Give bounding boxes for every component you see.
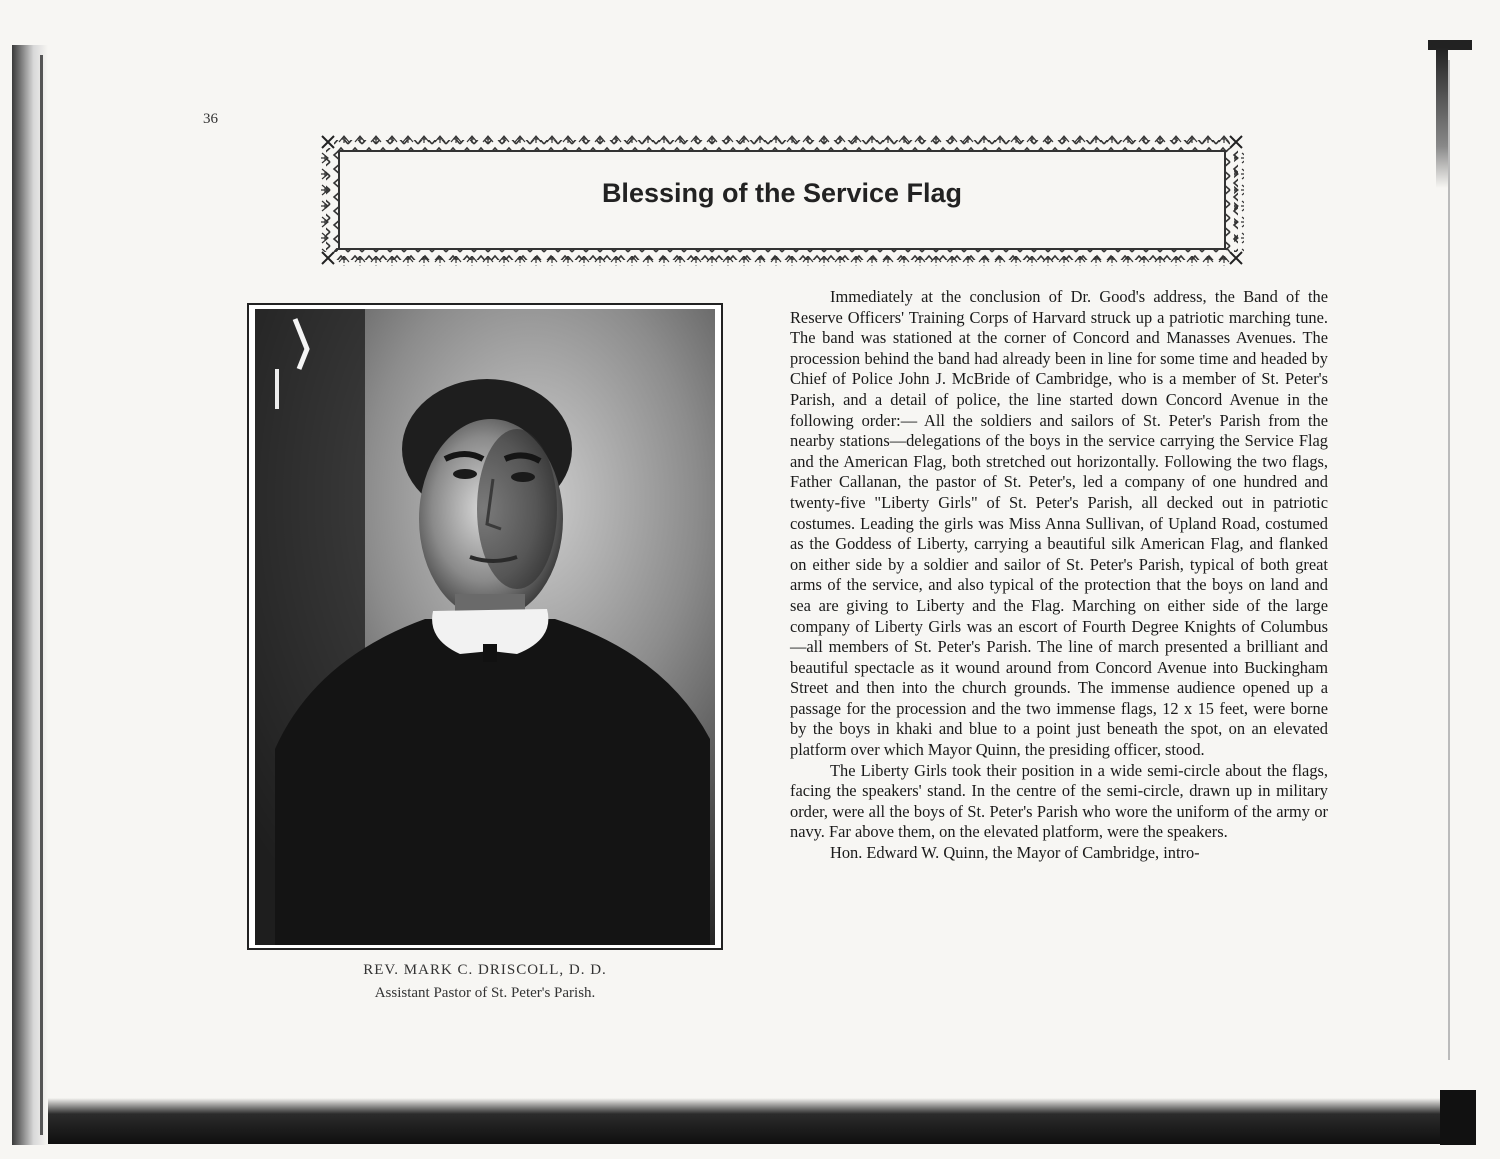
portrait-photo	[255, 309, 715, 945]
article-paragraph: The Liberty Girls took their position in a wide semi-circle about the flags, facing the speakers' stand. In the centre of the semi-circle, drawn up in military order, were all the boys of St. Peter's Parish who wore the uniform of the army or navy. Far above them, on the elevated platform, were the speakers.	[790, 760, 1328, 842]
scan-edge-bottom	[48, 1098, 1476, 1144]
scan-binding-line-left	[40, 55, 43, 1135]
scan-edge-right-stem	[1436, 48, 1448, 188]
scan-edge-bottom-corner	[1440, 1090, 1476, 1145]
photo-caption-role: Assistant Pastor of St. Peter's Parish.	[374, 985, 596, 1001]
portrait-frame	[247, 303, 723, 950]
scan-edge-right-line	[1448, 60, 1450, 1060]
page-title: Blessing of the Service Flag	[601, 178, 963, 208]
scan-edge-right-top	[1428, 40, 1472, 50]
article-body	[790, 287, 1328, 864]
article-paragraph: Hon. Edward W. Quinn, the Mayor of Cambridge, intro-	[830, 843, 1200, 863]
title-banner	[320, 134, 1244, 266]
photo-caption-name: REV. MARK C. DRISCOLL, D. D.	[363, 962, 607, 978]
page-number: 36	[203, 111, 218, 127]
article-paragraph: Immediately at the conclusion of Dr. Good's address, the Band of the Reserve Officers' Training Corps of Harvard struck up a patriotic marching tune. The band was stationed at the corner of Concord and Manasses Avenues. The procession behind the band had already been in line for some time and headed by Chief of Police John J. McBride of Cambridge, who is a member of St. Peter's Parish, and a detail of police, the line started down Concord Avenue in the following order:— All the soldiers and sailors of St. Peter's Parish from the nearby stations—delegations of the boys in the service carrying the Service Flag and the American Flag, both stretched out horizontally. Following the two flags, Father Callanan, the pastor of St. Peter's, led a company of one hundred and twenty-five "Liberty Girls" of St. Peter's Parish, all decked out in patriotic costumes. Leading the girls was Miss Anna Sullivan, of Upland Road, costumed as the Goddess of Liberty, carrying a beautiful silk American Flag, and flanked on either side by a soldier and sailor of St. Peter's Parish, typical of both great arms of the service, and also typical of the protection that the boys on land and sea are giving to Liberty and the Flag. Marching on either side of the large company of Liberty Girls was an escort of Fourth Degree Knights of Columbus—all members of St. Peter's Parish. The line of march presented a brilliant and beautiful spectacle as it wound around from Concord Avenue into Buckingham Street and then into the church grounds. The immense audience opened up a passage for the procession and the two immense flags, 12 x 15 feet, were borne by the boys in khaki and blue to a point just beneath the spot, on an elevated platform over which Mayor Quinn, the presiding officer, stood.	[790, 287, 1328, 760]
